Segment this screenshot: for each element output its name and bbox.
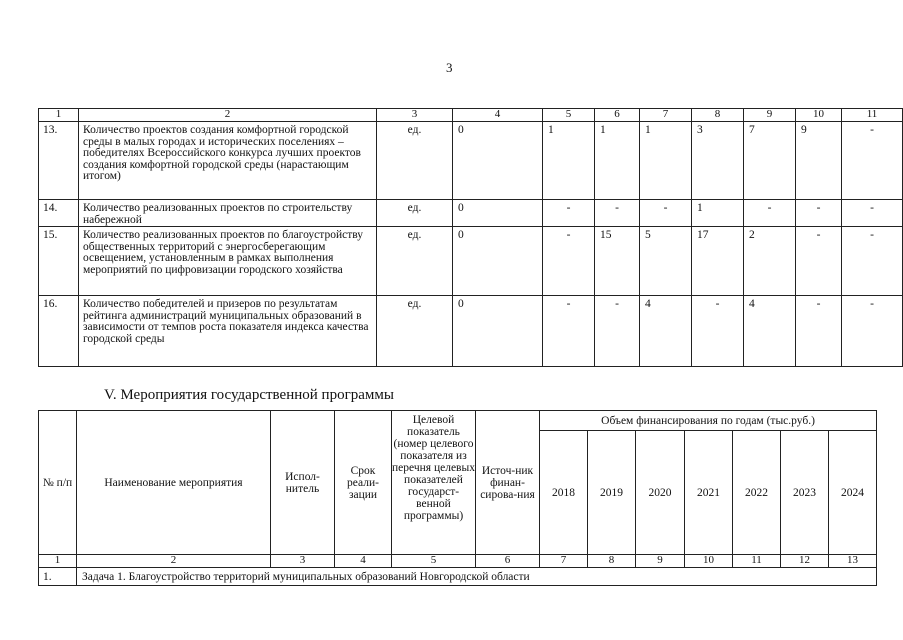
value-cell: -	[640, 200, 692, 227]
column-number-cell: 3	[271, 555, 335, 568]
table-header-row	[39, 109, 903, 122]
value-cell: -	[595, 296, 640, 367]
column-number-cell: 10	[685, 555, 733, 568]
row-number: 16.	[39, 296, 79, 367]
value-cell: 4	[640, 296, 692, 367]
table-row	[39, 200, 903, 227]
task-text: Задача 1. Благоустройство территорий муниципальных образований Новгородской области	[77, 568, 877, 586]
header-cell: 6	[595, 109, 640, 122]
header-cell: 9	[744, 109, 796, 122]
column-number-cell: 7	[540, 555, 588, 568]
task-row	[39, 568, 877, 586]
value-cell: -	[744, 200, 796, 227]
header-cell: 8	[692, 109, 744, 122]
value-cell: 1	[640, 122, 692, 200]
col-term-header: Срок реали-зации	[335, 411, 392, 555]
value-cell: -	[543, 296, 595, 367]
value-cell: -	[842, 122, 903, 200]
column-number-cell: 6	[476, 555, 540, 568]
value-cell: -	[692, 296, 744, 367]
column-number-cell: 5	[392, 555, 476, 568]
col-source-header: Источ-ник финан-сирова-ния	[476, 411, 540, 555]
value-cell: 5	[640, 227, 692, 296]
value-cell: 17	[692, 227, 744, 296]
header-cell: 10	[796, 109, 842, 122]
row-number: 13.	[39, 122, 79, 200]
col-num-header: № п/п	[39, 411, 77, 555]
value-cell: 15	[595, 227, 640, 296]
column-number-cell: 13	[829, 555, 877, 568]
header-cell: 1	[39, 109, 79, 122]
value-cell: 7	[744, 122, 796, 200]
table-row	[39, 122, 903, 200]
header-cell: 5	[543, 109, 595, 122]
value-cell: -	[796, 200, 842, 227]
value-cell: 1	[543, 122, 595, 200]
row-number: 15.	[39, 227, 79, 296]
indicator-name: Количество проектов создания комфортной городской среды в малых городах и исторических поселениях – победителях Всероссийского конкурса лучших проектов создания комфортной городской среды (нарастающим итогом)	[79, 122, 377, 200]
year-header: 2020	[636, 431, 685, 555]
page-number: 3	[446, 60, 453, 75]
value-cell: 0	[453, 122, 543, 200]
value-cell: 9	[796, 122, 842, 200]
value-cell: 0	[453, 200, 543, 227]
indicators-table	[38, 108, 903, 367]
value-cell: 2	[744, 227, 796, 296]
column-number-cell: 11	[733, 555, 781, 568]
value-cell: 0	[453, 227, 543, 296]
value-cell: 1	[692, 200, 744, 227]
col-executor-header: Испол-нитель	[271, 411, 335, 555]
value-cell: -	[595, 200, 640, 227]
unit-cell: ед.	[377, 200, 453, 227]
unit-cell: ед.	[377, 296, 453, 367]
col-name-header: Наименование мероприятия	[77, 411, 271, 555]
value-cell: -	[543, 200, 595, 227]
year-header: 2018	[540, 431, 588, 555]
value-cell: -	[796, 296, 842, 367]
indicator-name: Количество победителей и призеров по результатам рейтинга администраций муниципальных образований в зависимости от темпов роста показателя индекса качества городской среды	[79, 296, 377, 367]
value-cell: 3	[692, 122, 744, 200]
program-activities-table	[38, 410, 877, 586]
header-cell: 2	[79, 109, 377, 122]
row-number: 14.	[39, 200, 79, 227]
column-number-cell: 4	[335, 555, 392, 568]
year-header: 2019	[588, 431, 636, 555]
header-cell: 11	[842, 109, 903, 122]
section-title: V. Мероприятия государственной программы	[104, 387, 394, 403]
value-cell: 4	[744, 296, 796, 367]
value-cell: -	[842, 227, 903, 296]
value-cell: 0	[453, 296, 543, 367]
year-header: 2024	[829, 431, 877, 555]
task-number: 1.	[39, 568, 77, 586]
value-cell: -	[543, 227, 595, 296]
value-cell: -	[842, 296, 903, 367]
unit-cell: ед.	[377, 122, 453, 200]
unit-cell: ед.	[377, 227, 453, 296]
header-cell: 4	[453, 109, 543, 122]
column-number-cell: 9	[636, 555, 685, 568]
header-cell: 7	[640, 109, 692, 122]
year-header: 2023	[781, 431, 829, 555]
year-header: 2022	[733, 431, 781, 555]
funding-header: Объем финансирования по годам (тыс.руб.)	[540, 411, 877, 431]
value-cell: 1	[595, 122, 640, 200]
column-number-cell: 1	[39, 555, 77, 568]
year-header: 2021	[685, 431, 733, 555]
column-number-cell: 2	[77, 555, 271, 568]
column-number-cell: 8	[588, 555, 636, 568]
table-row	[39, 296, 903, 367]
value-cell: -	[842, 200, 903, 227]
indicator-name: Количество реализованных проектов по благоустройству общественных территорий с энергосберегающим освещением, установленным в рамках выполнения мероприятий по цифровизации городского хозяйства	[79, 227, 377, 296]
indicator-name: Количество реализованных проектов по строительству набережной	[79, 200, 377, 227]
col-target-header: Целевой показатель (номер целевого показателя из перечня целевых показателей государст-венной программы)	[392, 411, 476, 555]
column-number-cell: 12	[781, 555, 829, 568]
value-cell: -	[796, 227, 842, 296]
table-row	[39, 227, 903, 296]
header-cell: 3	[377, 109, 453, 122]
